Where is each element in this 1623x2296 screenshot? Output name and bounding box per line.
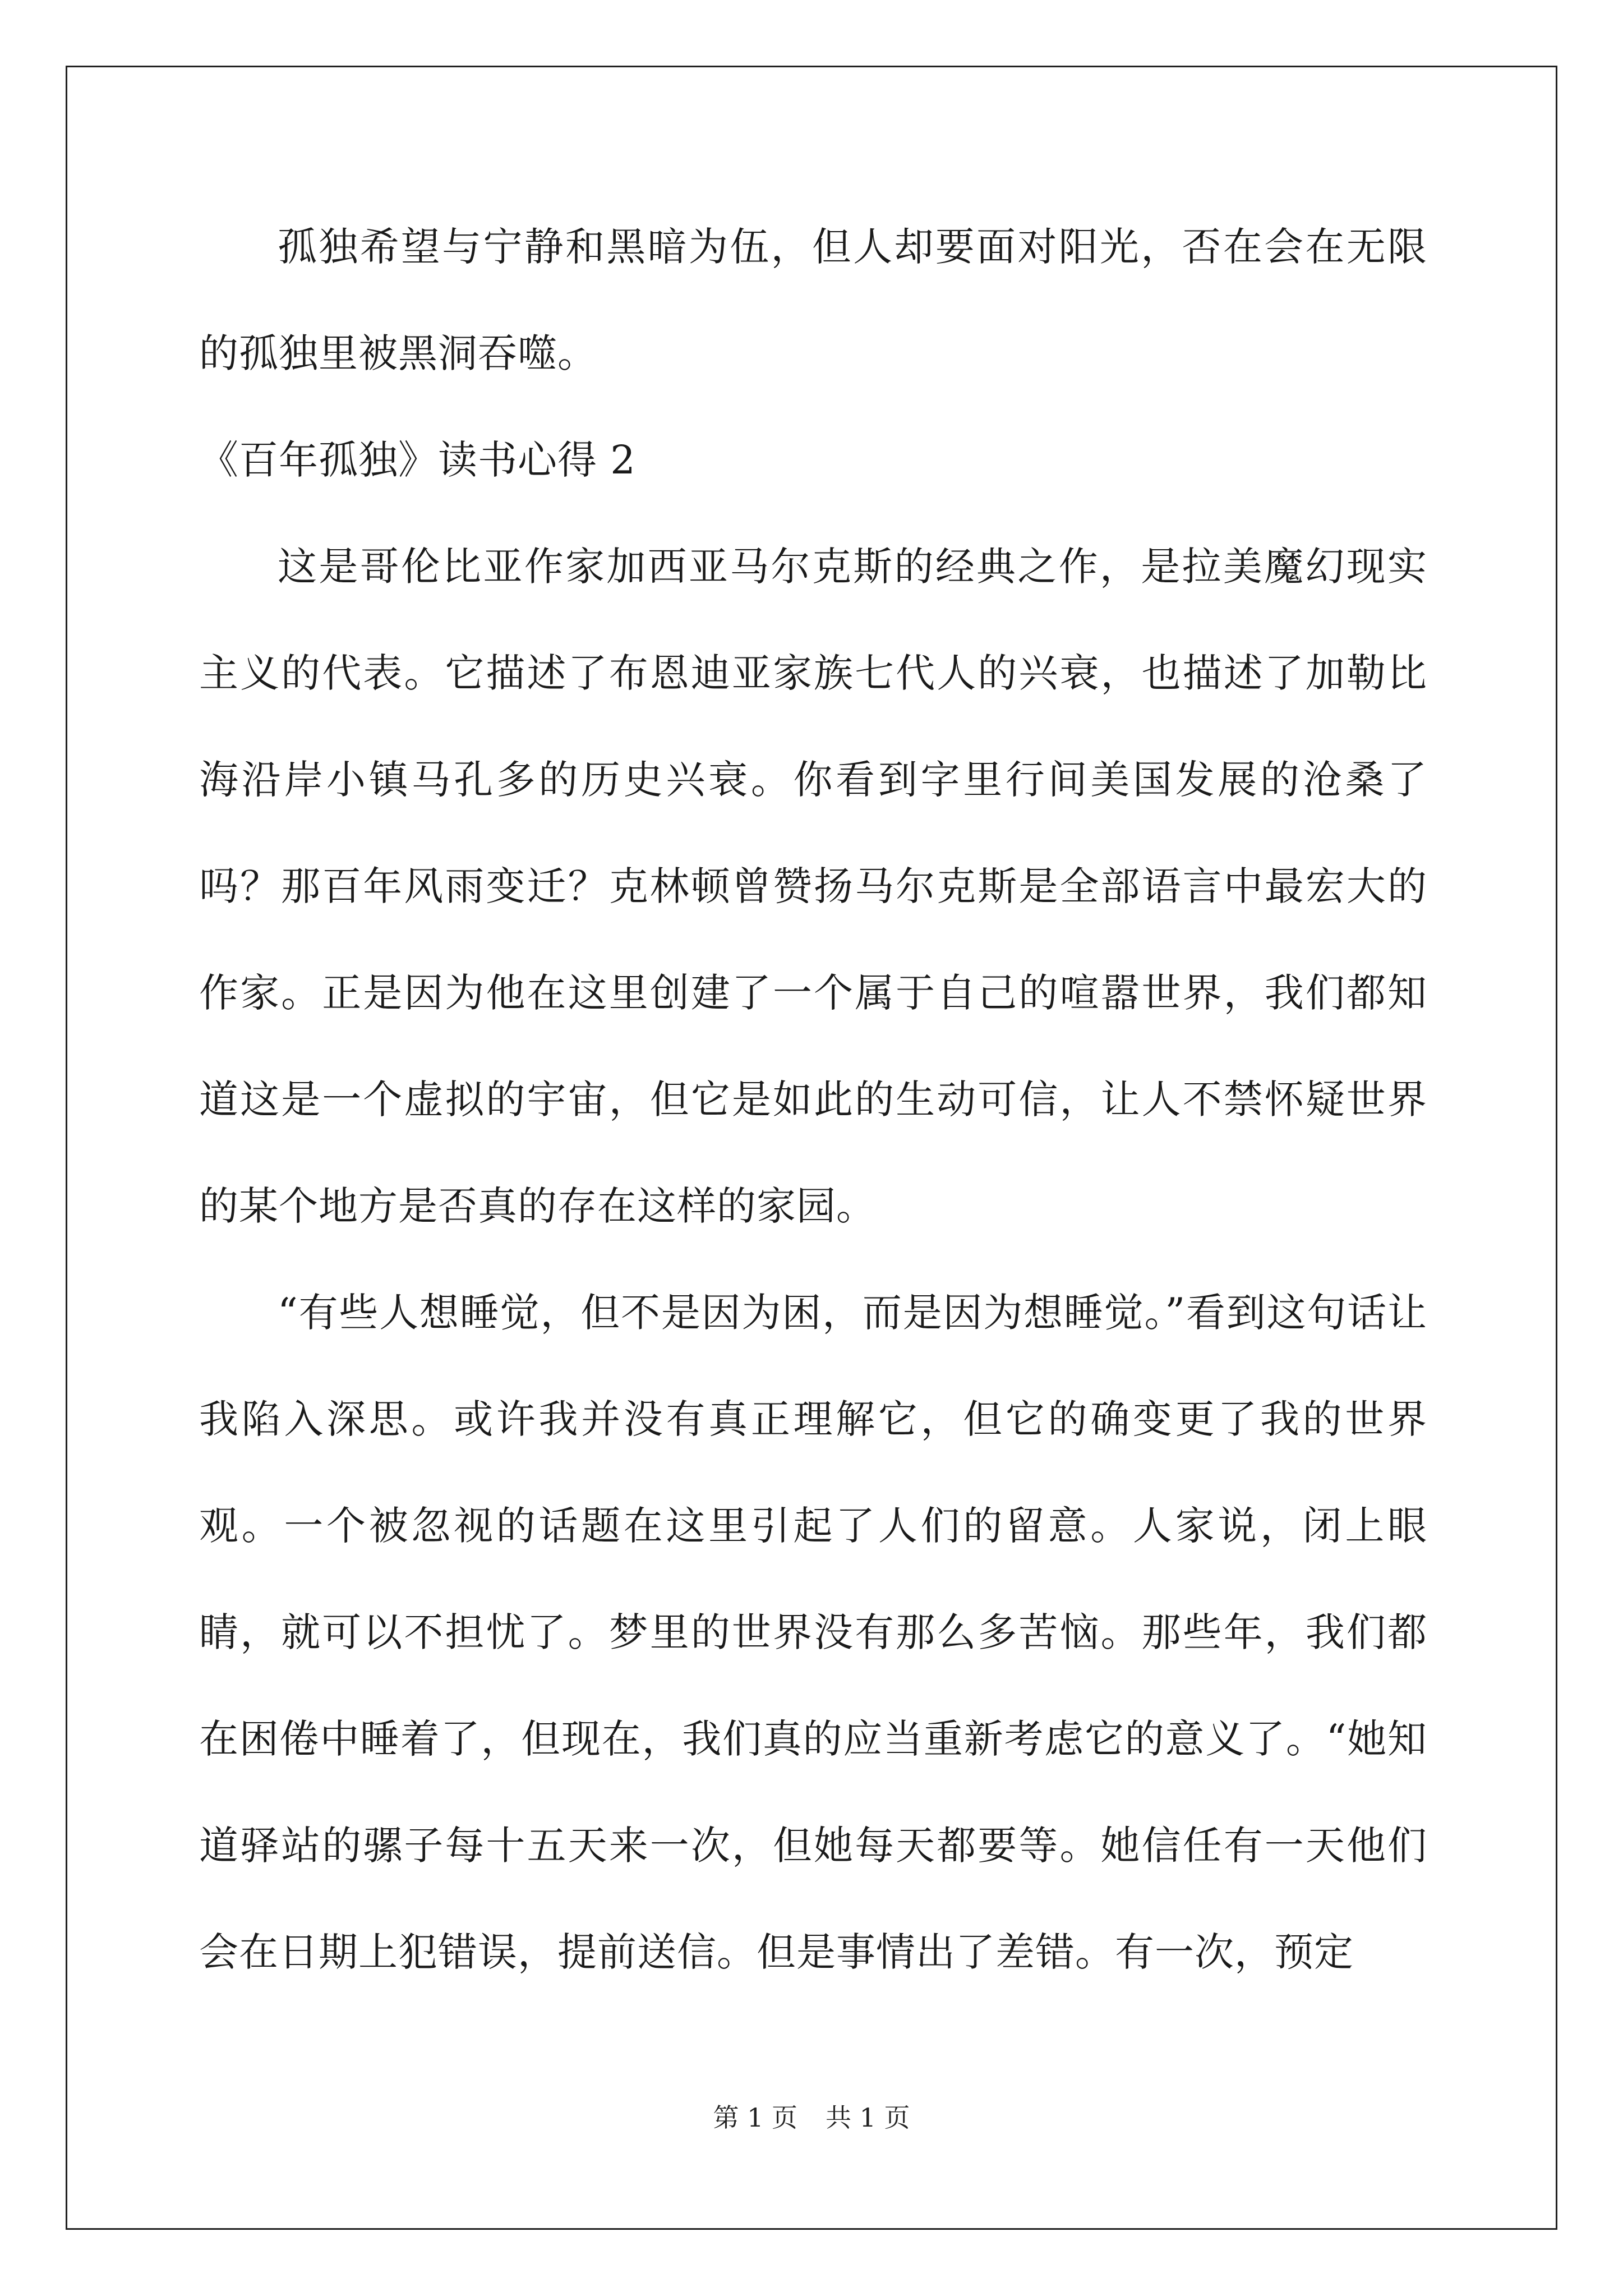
- document-body: [199, 194, 1427, 2005]
- page-footer: [0, 2101, 1623, 2134]
- section-heading: 《百年孤独》读书心得 2: [199, 437, 636, 483]
- page-count: 共 1 页: [826, 2102, 910, 2133]
- paragraph-3: “有些人想睡觉，但不是因为困，而是因为想睡觉。”看到这句话让我陷入深思。或许我并没有真正理解它，但它的确变更了我的世界观。一个被忽视的话题在这里引起了人们的留意。人家说，闭上眼睛，就可以不担忧了。梦里的世界没有那么多苦恼。那些年，我们都在困倦中睡着了，但现在，我们真的应当重新考虑它的意义了。“她知道驿站的骡子每十五天来一次，但她每天都要等。她信任有一天他们会在日期上犯错误，提前送信。但是事情出了差错。有一次，预定: [199, 1290, 1427, 1975]
- paragraph-2: 这是哥伦比亚作家加西亚马尔克斯的经典之作，是拉美魔幻现实主义的代表。它描述了布恩迪亚家族七代人的兴衰，也描述了加勒比海沿岸小镇马孔多的历史兴衰。你看到字里行间美国发展的沧桑了吗？那百年风雨变迁？克林顿曾赞扬马尔克斯是全部语言中最宏大的作家。正是因为他在这里创建了一个属于自己的喧嚣世界，我们都知道这是一个虚拟的宇宙，但它是如此的生动可信，让人不禁怀疑世界的某个地方是否真的存在这样的家园。: [199, 544, 1427, 1229]
- paragraph-1: 孤独希望与宁静和黑暗为伍，但人却要面对阳光，否在会在无限的孤独里被黑洞吞噬。: [199, 224, 1427, 376]
- page-number: 第 1 页: [713, 2102, 797, 2133]
